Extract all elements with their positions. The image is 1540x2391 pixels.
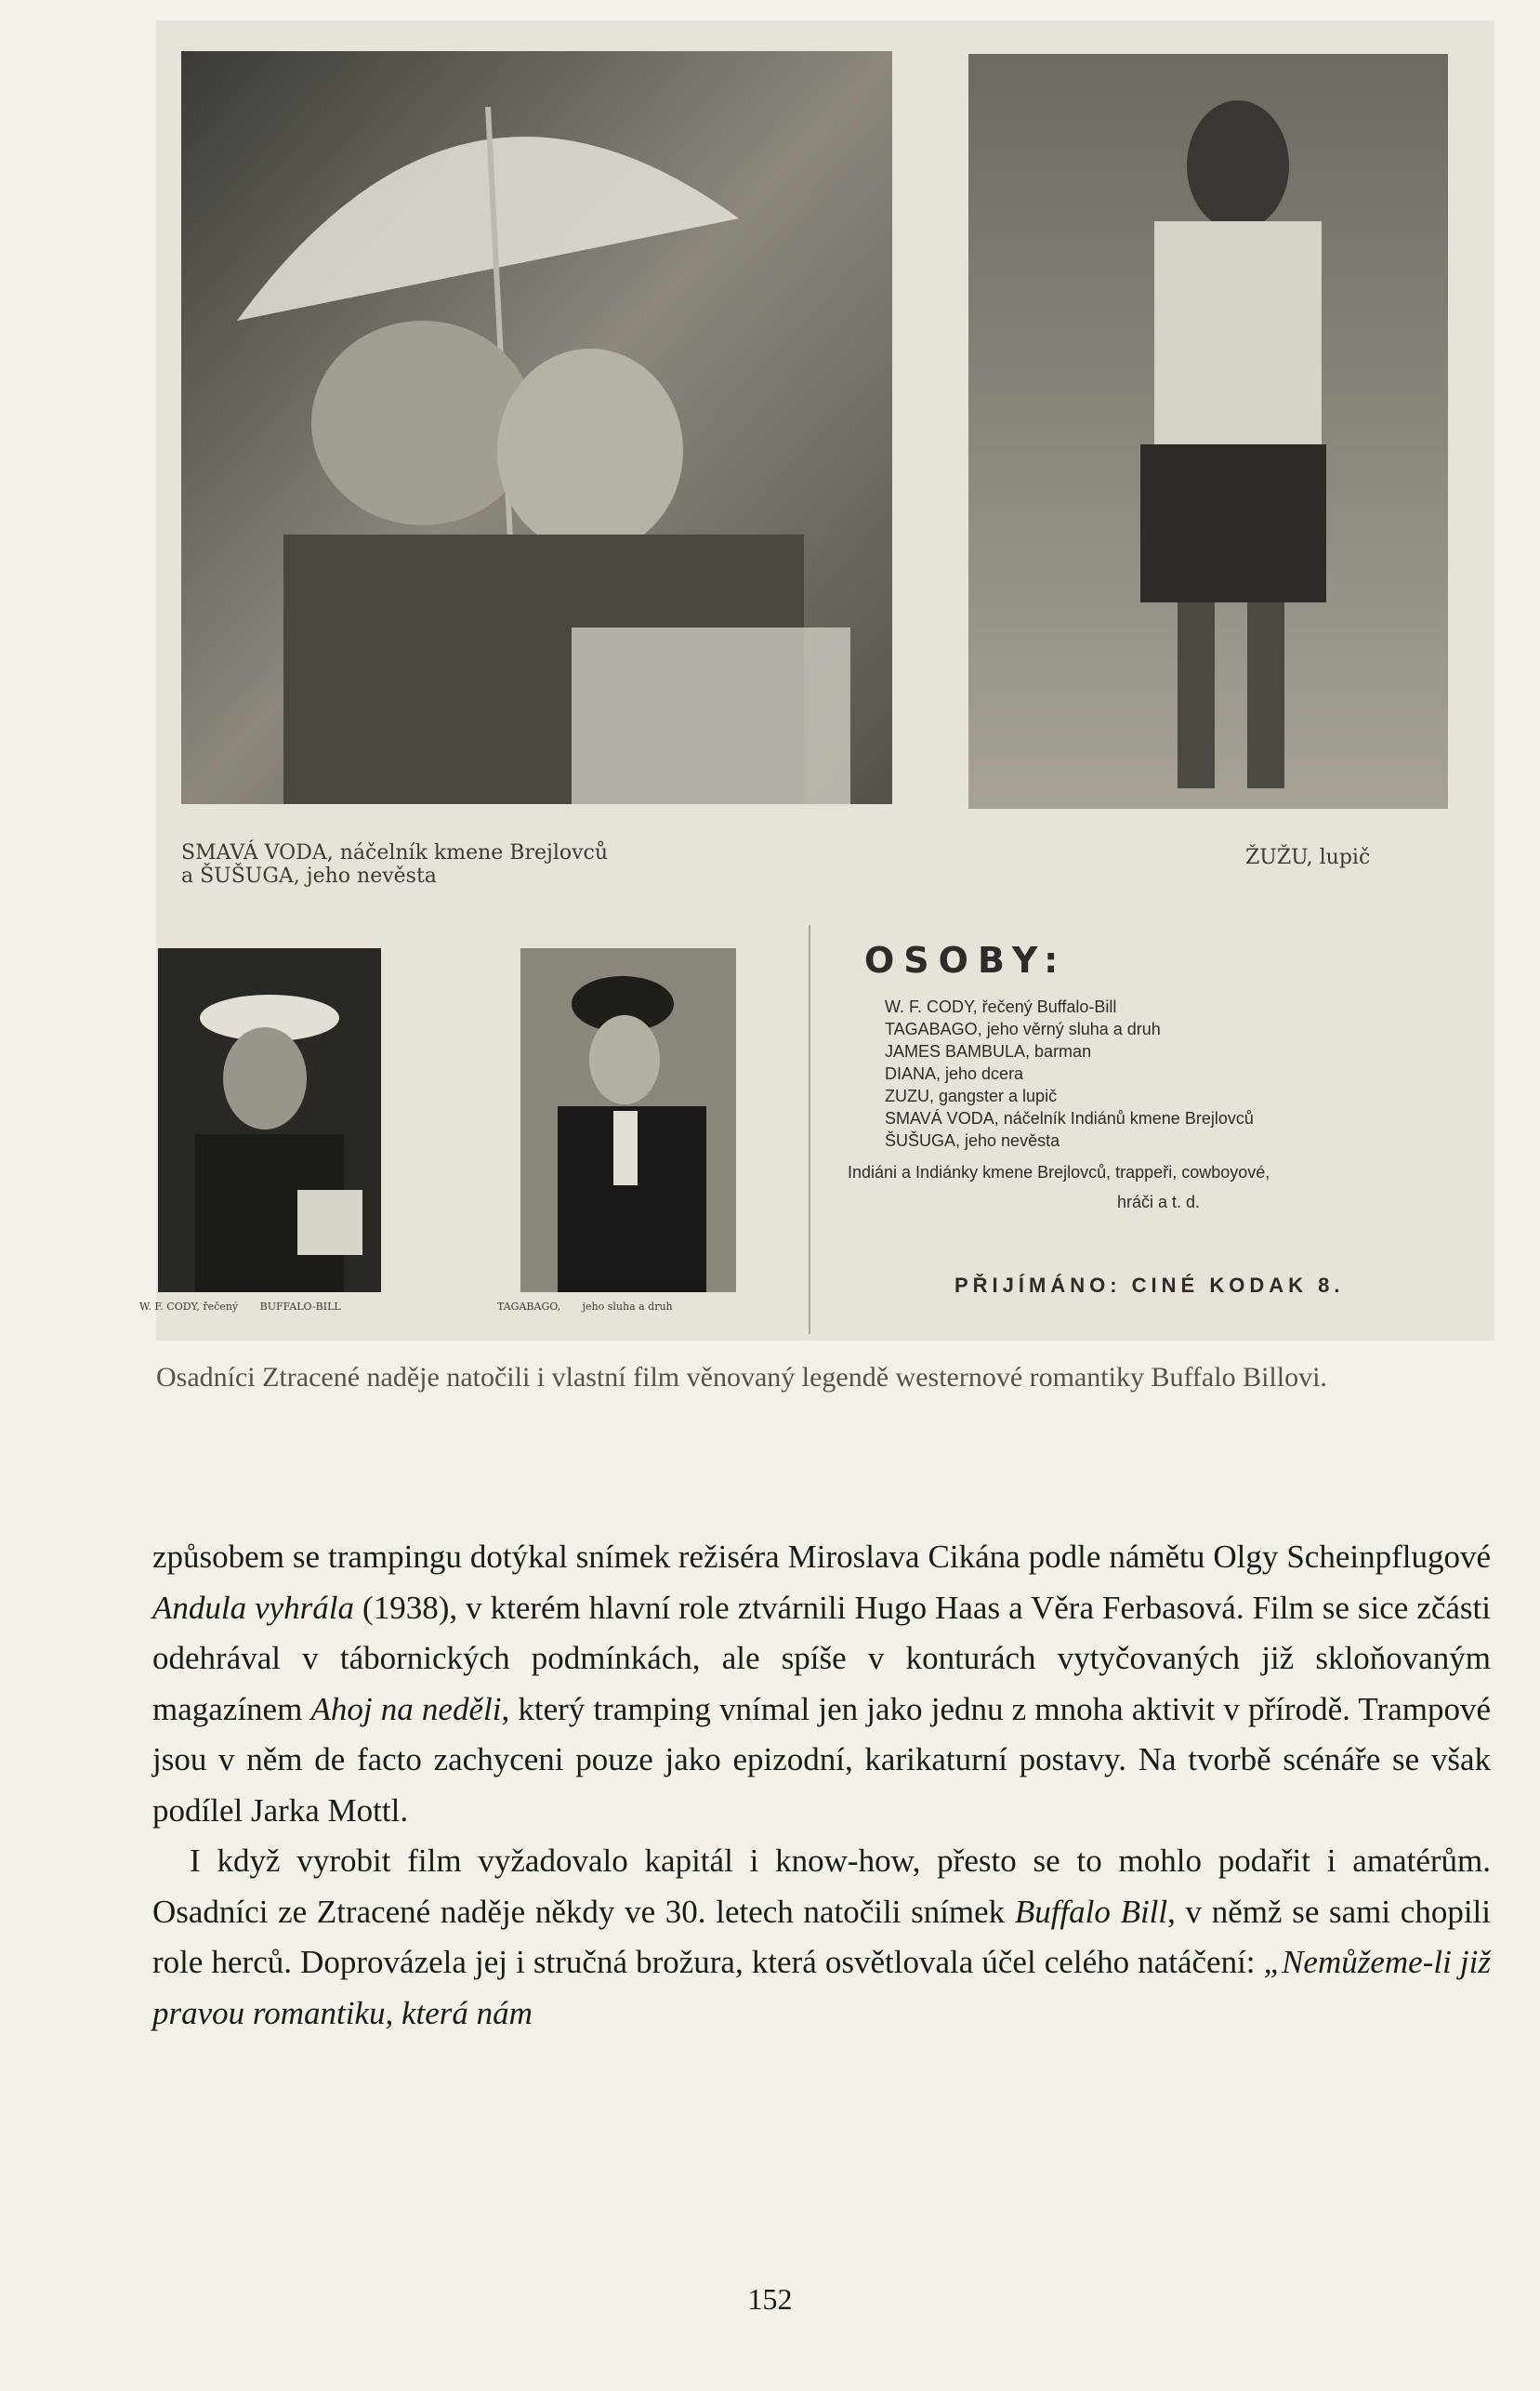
cast-line: SMAVÁ VODA, náčelník Indiánů kmene Brejlovců [885,1109,1254,1128]
photo-buffalo-bill [158,948,381,1292]
body-text [152,1532,1491,2039]
paragraph: způsobem se trampingu dotýkal snímek režiséra Miroslava Cikána podle námětu Olgy Scheinpflugové Andula vyhrála (1938), v kterém hlavní role ztvárnili Hugo Haas a Věra Ferbasová. Film se sice zčásti odehrával v tábornických podmínkách, ale spíše v konturách vytyčovaných již skloňovaným magazínem Ahoj na neděli, který tramping vnímal jen jako jednu z mnoha aktivit v přírodě. Trampové jsou v něm de facto zachyceni pouze jako epizodní, karikaturní postavy. Na tvorbě scénáře se však podílel Jarka Mottl. [152,1539,1491,1829]
caption-top-right: ŽUŽU, lupič [1245,846,1371,869]
cast-list-title: OSOBY: [864,940,1068,981]
caption-tagabago: TAGABAGO, jeho sluha a druh [497,1301,673,1313]
cast-line: DIANA, jeho dcera [885,1064,1024,1083]
photo-tagabago [520,948,736,1292]
caption-buffalo-bill: W. F. CODY, řečený BUFFALO-BILL [139,1301,341,1313]
paragraph: I když vyrobit film vyžadovalo kapitál i know-how, přesto se to mohlo podařit i amatérům. Osadníci ze Ztracené naděje někdy ve 30. letech natočili snímek Buffalo Bill, v němž se sami chopili role herců. Doprovázela jej i stručná brožura, která osvětlovala účel celého natáčení: „Nemůžeme-li již pravou romantiku, která nám [152,1843,1491,2031]
cast-line: Indiáni a Indiánky kmene Brejlovců, trappeři, cowboyové, [848,1163,1270,1182]
figure-caption: Osadníci Ztracené naděje natočili i vlastní film věnovaný legendě westernové romantiky Buffalo Billovi. [156,1362,1327,1393]
cast-line: ZUZU, gangster a lupič [885,1087,1058,1105]
photo-zuzu [968,54,1448,809]
cast-line: TAGABAGO, jeho věrný sluha a druh [885,1020,1161,1038]
page-number: 152 [747,2282,793,2316]
cast-line: ŠUŠUGA, jeho nevěsta [885,1131,1060,1150]
cast-list-panel [809,925,1461,1334]
cast-line: hráči a t. d. [1117,1193,1201,1211]
cast-list-footer: PŘIJÍMÁNO: CINÉ KODAK 8. [954,1274,1345,1297]
cast-line: W. F. CODY, řečený Buffalo-Bill [885,997,1117,1016]
caption-top-left: SMAVÁ VODA, náčelník kmene Brejlovců a ŠUŠUGA, jeho nevěsta [181,841,609,889]
cast-line: JAMES BAMBULA, barman [885,1042,1092,1061]
photo-smava-voda-susuga [181,51,892,804]
